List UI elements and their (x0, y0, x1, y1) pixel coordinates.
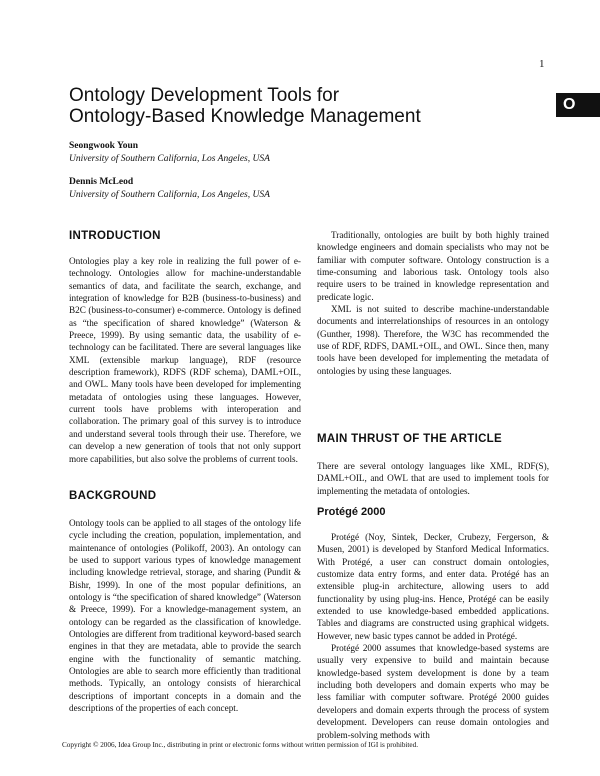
author-name: Seongwook Youn (69, 141, 139, 151)
protege-paragraph-1: Protégé (Noy, Sintek, Decker, Crubezy, Fergerson, & Musen, 2001) is developed by Stanford Medical Informatics. With Protégé, a user can construct domain ontologies, customize data entry forms, and enter data. Protégé has an extensible plug-in architecture, allowing users to add functionality by using plug-ins. Hence, Protégé can be easily extended to use knowledge-based embedded applications. Tables and diagrams are constructed using graphical widgets. However, new basic types cannot be added in Protégé. (317, 532, 549, 641)
main-thrust-paragraph: There are several ontology languages like XML, RDF(S), DAML+OIL, and OWL that are used to implement tools for implementing the metadata of ontologies. (317, 461, 549, 496)
copyright-footer: Copyright © 2006, Idea Group Inc., distributing in print or electronic forms without written permission of IGI is prohibited. (62, 741, 418, 749)
author-block (69, 140, 469, 166)
background-body (69, 517, 301, 715)
title-line-2: Ontology-Based Knowledge Management (69, 106, 421, 127)
page-number: 1 (539, 58, 545, 70)
main-thrust-heading: MAIN THRUST OF THE ARTICLE (317, 433, 502, 445)
background-paragraph: Ontology tools can be applied to all stages of the ontology life cycle including the creation, population, implementation, and maintenance of ontologies (Polikoff, 2003). An ontology can be used to support various types of knowledge management including knowledge retrieval, storage, and sharing (Pundit & Bishr, 1999). In one of the most popular definitions, an ontology is “the specification of shared knowledge” (Waterson & Preece, 1999). For a knowledge-management system, an ontology can be regarded as the classification of knowledge. Ontologies are different from traditional keyword-based search engines in that they are metadata, able to provide the search engine with the functionality of semantic matching. Ontologies are able to search more efficiently than traditional methods. Typically, an ontology consists of hierarchical descriptions of important concepts in a domain and the descriptions of the properties of each concept. (69, 518, 301, 714)
protege-heading: Protégé 2000 (317, 506, 386, 518)
introduction-body (69, 255, 301, 465)
title-line-1: Ontology Development Tools for (69, 85, 340, 106)
main-thrust-body (317, 460, 549, 497)
right-intro-paragraph-2: XML is not suited to describe machine-understandable documents and interrelationships of resources in an ontology (Gunther, 1998). Therefore, the W3C has recommended the use of RDF, RDFS, DAML+OIL, and OWL. Since then, many tools have been developed for implementing the metadata of ontologies by using these languages. (317, 304, 549, 376)
introduction-paragraph: Ontologies play a key role in realizing the full power of e-technology. Ontologies allow for machine-understandable semantics of data, and facilitate the search, exchange, and integration of knowledge for B2B (business-to-business) and B2C (business-to-consumer) e-commerce. Ontology is defined as “the specification of shared knowledge” (Waterson & Preece, 1999). By using semantic data, the usability of e-technology can be facilitated. There are several languages like XML (extensible markup language), RDF (resource description framework), RDFS (RDF schema), DAML+OIL, and OWL. Many tools have been developed for implementing metadata of ontologies using these languages. However, current tools have problems with interoperation and collaboration. The primary goal of this survey is to introduce and understand several tools through their use. Therefore, we can develop a new generation of tools that not only support more capabilities, but also solve the problems of current tools. (69, 256, 301, 464)
author-name: Dennis McLeod (69, 177, 134, 187)
section-letter-tab: O (556, 93, 600, 117)
right-intro-paragraph-1: Traditionally, ontologies are built by both highly trained knowledge engineers and domain specialists who may not be familiar with computer software. Ontology construction is a time-consuming and laborious task. Ontology tools also require users to be trained in knowledge representation and predicate logic. (317, 230, 549, 302)
right-intro-body (317, 229, 549, 377)
background-heading: BACKGROUND (69, 490, 157, 502)
author-affiliation: University of Southern California, Los Angeles, USA (69, 154, 270, 164)
author-affiliation: University of Southern California, Los Angeles, USA (69, 190, 270, 200)
introduction-heading: INTRODUCTION (69, 230, 161, 242)
paper-title (69, 85, 539, 127)
protege-paragraph-2: Protégé 2000 assumes that knowledge-based systems are usually very expensive to build and maintain because knowledge-based system development is done by a team including both developers and domain experts who may be less familiar with computer software. Protégé 2000 guides developers and domain experts through the process of system development. Developers can reuse domain ontologies and problem-solving methods with (317, 643, 549, 740)
author-block (69, 176, 469, 202)
protege-body (317, 531, 549, 741)
